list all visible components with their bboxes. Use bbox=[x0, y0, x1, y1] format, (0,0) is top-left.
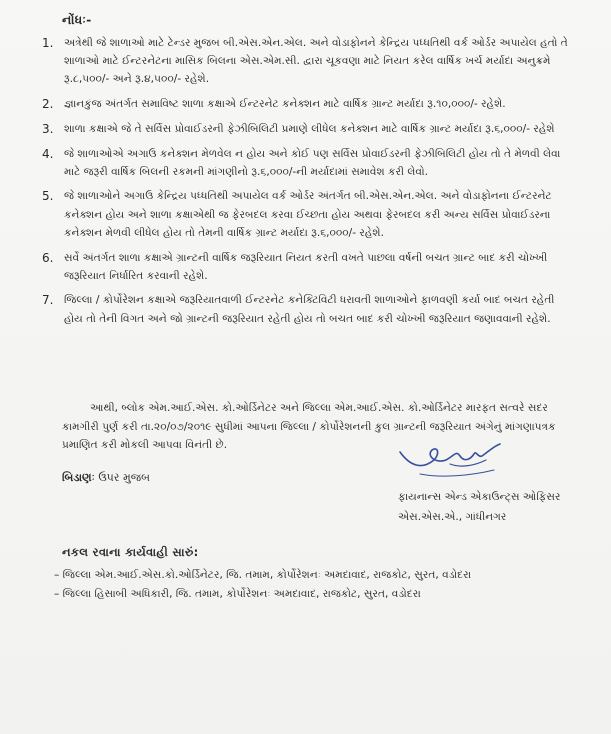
note-number: 6. bbox=[42, 250, 54, 265]
note-number: 7. bbox=[42, 293, 54, 308]
note-text: જે શાળાઓએ અગાઉ કનેક્શન મેળવેલ ન હોય અને કોઈ પણ સર્વિસ પ્રોવાઈડરની ફેઝીબિલિટી હોય તો તે મેળવી લેવા માટે જરૂરી વાર્ષિક બિલની રકમની માંગણીનો રૂ.૬,૦૦૦/-ની મર્યાદામાં સમાવેશ કરી લેવો. bbox=[64, 147, 561, 178]
note-text: શાળા કક્ષાએ જે તે સર્વિસ પ્રોવાઈડરની ફેઝીબિલિટી પ્રમાણે લીધેલ કનેક્શન માટે વાર્ષિક ગ્રાન્ટ મર્યાદા રૂ.૬,૦૦૦/- રહેશે bbox=[64, 122, 555, 135]
note-item bbox=[30, 34, 575, 89]
note-item bbox=[30, 120, 575, 138]
note-item bbox=[30, 145, 575, 181]
note-number: 1. bbox=[42, 36, 54, 50]
request-paragraph: આથી, બ્લોક એમ.આઈ.એસ. કો.ઓર્ડિનેટર અને જિલ્લા એમ.આઈ.એસ. કો.ઓર્ડિનેટર મારફત સત્વરે સદર કામગીરી પુર્ણ કરી તા.૨૦/૦૭/૨૦૧૯ સુધીમાં આપના જિલ્લા / કોર્પોરેશનની કુલ ગ્રાન્ટની જરૂરિયાત અંગેનું માંગણાપત્રક પ્રમાણિત કરી મોકલી આપવા વિનંતી છે. bbox=[62, 402, 556, 451]
note-number: 5. bbox=[42, 189, 54, 204]
enclosure-label: બિડાણઃ bbox=[62, 471, 95, 484]
note-item bbox=[30, 291, 575, 327]
signature-mark bbox=[390, 430, 510, 490]
note-item bbox=[30, 187, 575, 242]
note-text: જિલ્લા / કોર્પોરેશન કક્ષાએ જરૂરિયાતવાળી ઈન્ટરનેટ કનેક્ટિવિટી ધરાવતી શાળાઓને ફાળવણી કર્યા બાદ બચત રહેતી હોય તો તેની વિગત અને જો ગ્રાન્ટની જરૂરિયાત રહેતી હોય તો બચત બાદ કરી ચોખ્ખી જરૂરિયાત જણાવવાની રહેશે. bbox=[64, 294, 555, 325]
note-text: જ્ઞાનકુંજ અંતર્ગત સમાવિષ્ટ શાળા કક્ષાએ ઈન્ટરનેટ કનેક્શન માટે વાર્ષિક ગ્રાન્ટ મર્યાદા રૂ.૧૦,૦૦૦/- રહેશે. bbox=[64, 98, 506, 111]
note-number: 2. bbox=[42, 97, 54, 112]
copy-to-item: – જિલ્લા હિસાબી અધિકારી, જિ. તમામ, કોર્પોરેશનઃ અમદાવાદ, રાજકોટ, સુરત, વડોદરા bbox=[54, 587, 421, 600]
note-item bbox=[30, 95, 575, 113]
copy-to-list bbox=[54, 566, 594, 603]
notes-list bbox=[30, 34, 575, 334]
signatory-block bbox=[398, 487, 588, 527]
notes-heading: નોંધઃ- bbox=[62, 12, 92, 27]
note-text: જે શાળાઓને અગાઉ કેન્દ્રિય પધ્ધતિથી અપાયેલ વર્ક ઓર્ડર અંતર્ગત બી.એસ.એન.એલ. અને વોડાફોનના ઈન્ટરનેટ કનેક્શન હોય અને શાળા કક્ષાએથી જ ફેરબદલ કરવા ઈચ્છતા હોય અથવા ફેરબદલ કરી અન્ય સર્વિસ પ્રોવાઈડરના કનેક્શન મેળવી લીધેલ હોય તો તેમની વાર્ષિક ગ્રાન્ટ મર્યાદા રૂ.૬,૦૦૦/- રહેશે. bbox=[64, 190, 552, 239]
note-text: સર્વે અંતર્ગત શાળા કક્ષાએ ગ્રાન્ટની વાર્ષિક જરૂરિયાત નિયત કરતી વખતે પાછલા વર્ષની બચત ગ્રાન્ટ બાદ કરી ચોખ્ખી જરૂરિયાત નિર્ધારિત કરવાની રહેશે. bbox=[64, 251, 548, 282]
copy-to-item: – જિલ્લા એમ.આઈ.એસ.કો.ઓર્ડિનેટર, જિ. તમામ, કોર્પોરેશનઃ અમદાવાદ, રાજકોટ, સુરત, વડોદરા bbox=[54, 569, 472, 581]
enclosure-value: ઉપર મુજબ bbox=[98, 471, 150, 484]
signatory-title: ફાયનાન્સ એન્ડ એકાઉન્ટ્સ ઓફિસર bbox=[398, 491, 561, 503]
note-number: 4. bbox=[42, 146, 54, 161]
note-text: અત્રેથી જે શાળાઓ માટે ટેન્ડર મુજબ બી.એસ.એન.એલ. અને વોડાફોનને કેન્દ્રિય પધ્ધતિથી વર્ક ઓર્ડર અપાયેલ હતો તે શાળાઓ માટે ઈન્ટરનેટના માસિક બિલના એસ.એમ.સી. દ્વારા ચૂકવણા માટે નિયત કરેલ વાર્ષિક ખર્ચ મર્યાદા અનુક્રમે રૂ.૮,૫૦૦/- અને રૂ.૪,૫૦૦/- રહેશે. bbox=[64, 37, 568, 86]
enclosure-line bbox=[62, 471, 150, 485]
note-number: 3. bbox=[42, 121, 54, 136]
copy-to-heading: નકલ રવાના કાર્યવાહી સારું: bbox=[62, 545, 199, 559]
signatory-office: એસ.એસ.એ., ગાંધીનગર bbox=[398, 511, 507, 523]
note-item bbox=[30, 249, 575, 285]
